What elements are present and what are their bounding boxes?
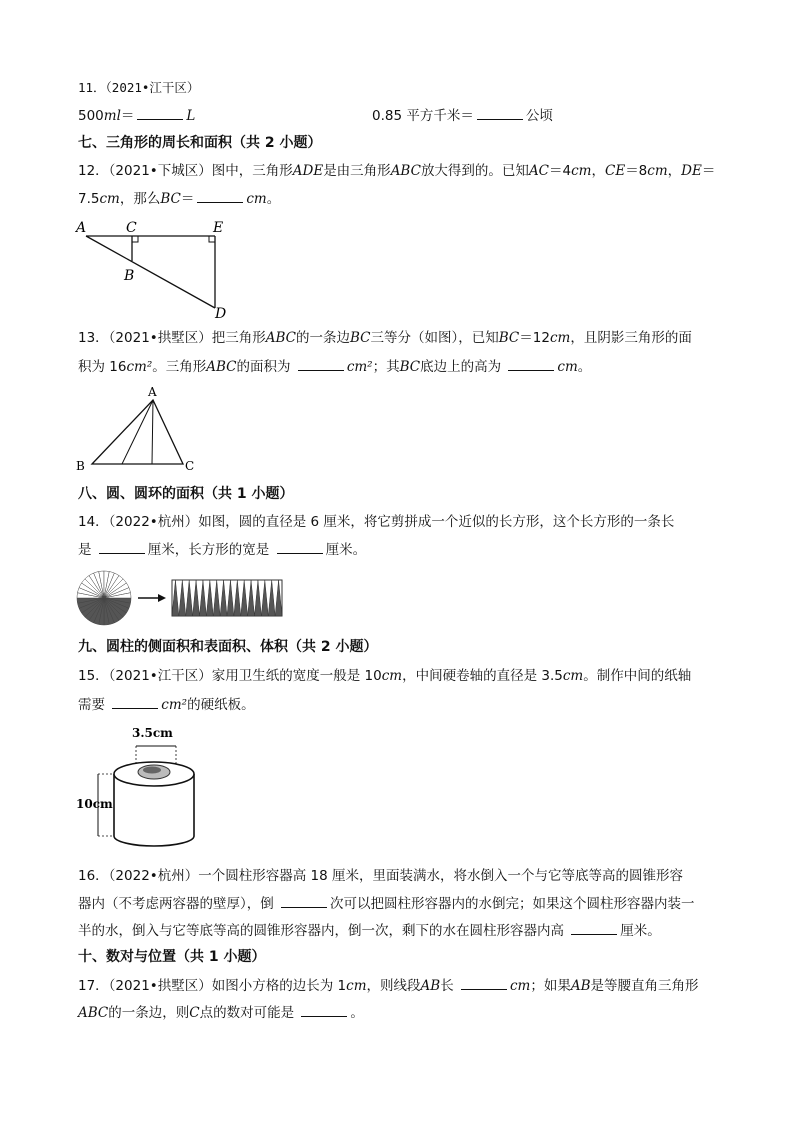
section-title: 九、圆柱的侧面积和表面积、体积（共 2 小题） (78, 639, 378, 655)
label-b: B (124, 268, 135, 284)
q14-line1: 14．（2022•杭州）如图，圆的直径是 6 厘米，将它剪拼成一个近似的长方形，这个长方形的一条长 (78, 514, 675, 530)
answer-blank[interactable] (298, 356, 344, 371)
answer-blank[interactable] (571, 920, 617, 935)
answer-blank[interactable] (281, 893, 327, 908)
q11-header: 11．（2021•江干区） (78, 80, 200, 95)
q16-line3: 半的水，倒入与它等底等高的圆锥形容器内，倒一次，剩下的水在圆柱形容器内高 厘米。 (78, 920, 661, 941)
answer-blank[interactable] (477, 105, 523, 120)
q17-line1: 17．（2021•拱墅区）如图小方格的边长为 1cm，则线段AB长 cm；如果AB是等腰直角三角形 (78, 975, 699, 996)
label-c: C (185, 459, 195, 473)
label-e: E (213, 220, 224, 236)
answer-blank[interactable] (508, 356, 554, 371)
q15-line2: 需要 cm²的硬纸板。 (78, 694, 255, 715)
answer-blank[interactable] (197, 188, 243, 203)
label-d: D (215, 306, 227, 320)
label-a: A (76, 220, 87, 236)
q14-line2: 是 厘米，长方形的宽是 厘米。 (78, 539, 366, 560)
answer-blank[interactable] (112, 694, 158, 709)
q11-right: 0.85 平方千米＝ 公顷 (372, 105, 553, 126)
q15-paper-roll-figure (74, 722, 234, 848)
q13-line1: 13．（2021•拱墅区）把三角形ABC的一条边BC三等分（如图），已知BC＝12cm，且阴影三角形的面 (78, 330, 692, 346)
q11-left: 500ml＝ L (78, 105, 195, 126)
answer-blank[interactable] (461, 975, 507, 990)
answer-blank[interactable] (277, 539, 323, 554)
q17-line2: ABC的一条边，则C点的数对可能是 。 (78, 1002, 364, 1023)
q14-circle-to-rectangle-figure (76, 570, 292, 626)
approx-rectangle (172, 580, 282, 616)
label-c: C (126, 220, 137, 236)
answer-blank[interactable] (137, 105, 183, 120)
answer-blank[interactable] (99, 539, 145, 554)
divided-circle (77, 571, 131, 625)
height-label: 10cm (76, 797, 113, 811)
q13-line2: 积为 16cm²。三角形ABC的面积为 cm²；其BC底边上的高为 cm。 (78, 356, 591, 377)
q12-triangle-figure (72, 214, 242, 320)
q16-line1: 16．（2022•杭州）一个圆柱形容器高 18 厘米，里面装满水，将水倒入一个与它等底等高的圆锥形容 (78, 868, 684, 884)
answer-blank[interactable] (301, 1002, 347, 1017)
section-title: 七、三角形的周长和面积（共 2 小题） (78, 135, 322, 151)
q16-line2: 器内（不考虑两容器的壁厚），倒 次可以把圆柱形容器内的水倒完；如果这个圆柱形容器内装一 (78, 893, 695, 914)
q15-line1: 15．（2021•江干区）家用卫生纸的宽度一般是 10cm，中间硬卷轴的直径是 3.5cm。制作中间的纸轴 (78, 668, 692, 684)
label-a: A (148, 385, 157, 399)
section-title: 十、数对与位置（共 1 小题） (78, 949, 266, 965)
section-title: 八、圆、圆环的面积（共 1 小题） (78, 486, 294, 502)
diameter-label: 3.5cm (132, 726, 173, 740)
q12-line1: 12．（2021•下城区）图中，三角形ADE是由三角形ABC放大得到的。已知AC＝4cm，CE＝8cm，DE＝ (78, 163, 716, 179)
label-b: B (76, 459, 85, 473)
arrow-right-icon (158, 594, 166, 602)
q13-triangle-figure (70, 384, 200, 476)
q12-line2: 7.5cm，那么BC＝ cm。 (78, 188, 280, 209)
